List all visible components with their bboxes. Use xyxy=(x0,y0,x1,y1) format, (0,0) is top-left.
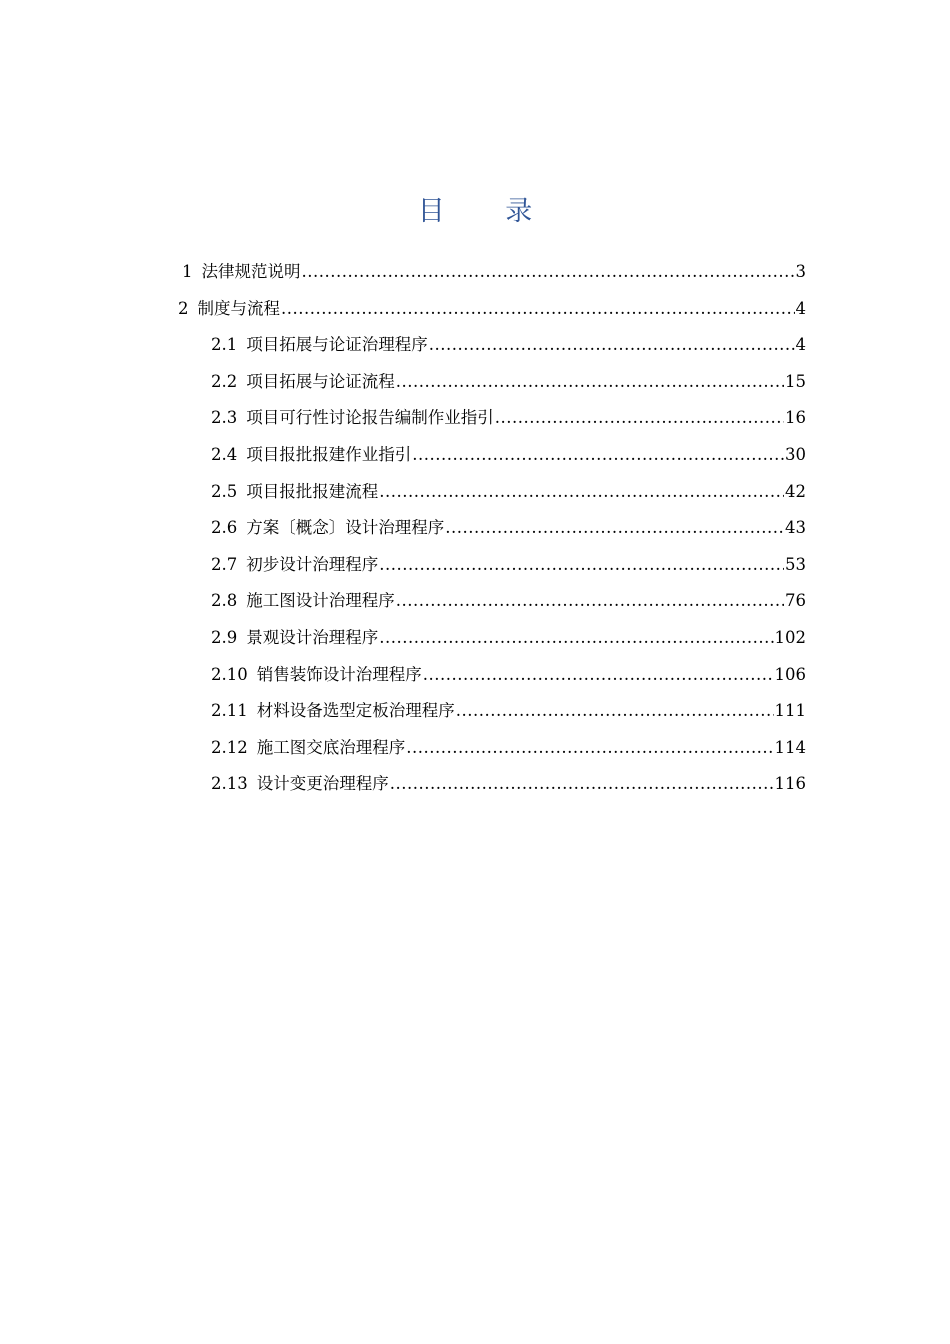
toc-entry-title: 设计变更治理程序 xyxy=(256,774,389,793)
toc-entry-number: 2 xyxy=(178,299,189,318)
toc-entry-page-number: 53 xyxy=(785,555,806,574)
toc-entry-page-number: 114 xyxy=(774,738,806,757)
toc-entry-title: 制度与流程 xyxy=(197,299,280,318)
toc-entry-page-number: 102 xyxy=(774,628,806,647)
toc-entry-number: 2.8 xyxy=(211,591,238,610)
toc-entry-title: 施工图交底治理程序 xyxy=(256,738,406,757)
toc-entry-title: 初步设计治理程序 xyxy=(246,555,379,574)
toc-entry-page-number: 116 xyxy=(774,774,806,793)
toc-entry-title: 项目报批报建流程 xyxy=(246,482,379,501)
toc-entry[interactable] xyxy=(211,510,806,546)
toc-entry-title: 项目拓展与论证流程 xyxy=(246,372,395,391)
toc-dot-leader xyxy=(406,730,773,766)
toc-entry[interactable] xyxy=(211,583,806,619)
toc-entry-page-number: 3 xyxy=(795,262,806,281)
toc-entry-title: 项目拓展与论证治理程序 xyxy=(246,335,428,354)
toc-entry-title: 项目报批报建作业指引 xyxy=(246,445,412,464)
toc-title: 目 录 xyxy=(417,196,559,227)
toc-dot-leader xyxy=(456,693,774,729)
toc-entry-number: 2.5 xyxy=(211,482,238,501)
toc-entry-page-number: 4 xyxy=(795,299,806,318)
toc-entry-number: 2.10 xyxy=(211,665,248,684)
toc-entry-number: 2.6 xyxy=(211,518,238,537)
toc-dot-leader xyxy=(396,583,784,619)
toc-entry[interactable] xyxy=(211,547,806,583)
toc-entry-page-number: 43 xyxy=(785,518,806,537)
toc-entry-number: 2.13 xyxy=(211,774,248,793)
toc-entry[interactable] xyxy=(211,400,806,436)
toc-entry[interactable] xyxy=(211,693,806,729)
toc-dot-leader xyxy=(445,510,784,546)
toc-entry-page-number: 111 xyxy=(774,701,806,720)
toc-entry-page-number: 106 xyxy=(774,665,806,684)
toc-dot-leader xyxy=(423,657,774,693)
toc-entry-number: 2.3 xyxy=(211,408,238,427)
toc-dot-leader xyxy=(379,474,784,510)
toc-dot-leader xyxy=(495,400,784,436)
toc-dot-leader xyxy=(412,437,784,473)
toc-dot-leader xyxy=(390,766,774,802)
toc-entry-number: 2.1 xyxy=(211,335,238,354)
toc-entry[interactable] xyxy=(211,474,806,510)
toc-entry-page-number: 42 xyxy=(785,482,806,501)
toc-entry-number: 2.2 xyxy=(211,372,238,391)
toc-dot-leader xyxy=(396,364,784,400)
toc-entry-title: 项目可行性讨论报告编制作业指引 xyxy=(246,408,494,427)
toc-entry-number: 2.9 xyxy=(211,628,238,647)
toc-dot-leader xyxy=(302,254,795,290)
toc-entry-title: 施工图设计治理程序 xyxy=(246,591,395,610)
toc-entry[interactable] xyxy=(182,254,806,290)
toc-entry-page-number: 30 xyxy=(785,445,806,464)
toc-entry-number: 2.4 xyxy=(211,445,238,464)
toc-entry-number: 2.11 xyxy=(211,701,248,720)
toc-entry-page-number: 16 xyxy=(785,408,806,427)
toc-entry-title: 方案〔概念〕设计治理程序 xyxy=(246,518,445,537)
toc-entry-page-number: 76 xyxy=(785,591,806,610)
toc-entry[interactable] xyxy=(211,364,806,400)
toc-dot-leader xyxy=(429,327,795,363)
toc-entry[interactable] xyxy=(211,766,806,802)
toc-dot-leader xyxy=(379,620,773,656)
toc-dot-leader xyxy=(281,291,795,327)
toc-entry[interactable] xyxy=(211,730,806,766)
toc-entry-title: 销售装饰设计治理程序 xyxy=(256,665,422,684)
toc-entry-number: 2.7 xyxy=(211,555,238,574)
toc-entry[interactable] xyxy=(178,291,806,327)
toc-entry[interactable] xyxy=(211,437,806,473)
toc-dot-leader xyxy=(379,547,784,583)
toc-entry[interactable] xyxy=(211,620,806,656)
toc-entry-title: 法律规范说明 xyxy=(201,262,301,281)
toc-entry-page-number: 4 xyxy=(795,335,806,354)
toc-entry-title: 景观设计治理程序 xyxy=(246,628,379,647)
toc-entry-number: 1 xyxy=(182,262,193,281)
toc-entry[interactable] xyxy=(211,657,806,693)
toc-entry[interactable] xyxy=(211,327,806,363)
toc-entry-page-number: 15 xyxy=(785,372,806,391)
toc-entry-number: 2.12 xyxy=(211,738,248,757)
toc-entry-title: 材料设备选型定板治理程序 xyxy=(256,701,455,720)
